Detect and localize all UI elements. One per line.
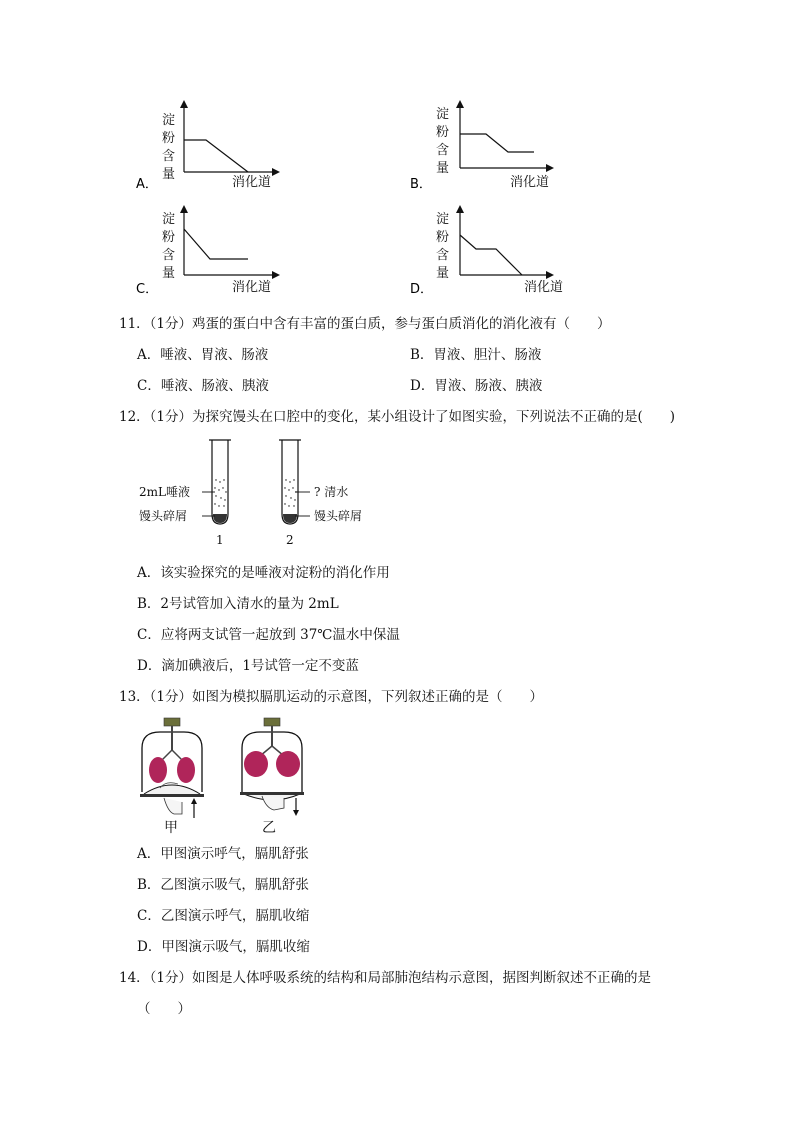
graph-a-ylabel-1: 淀 bbox=[162, 113, 176, 128]
graph-b-ylabel-1: 淀 bbox=[436, 107, 450, 122]
label-jia: 甲 bbox=[164, 820, 178, 836]
q13-diaphragm-figure bbox=[136, 714, 316, 836]
right-lung-right bbox=[276, 751, 300, 777]
bell-jar-left bbox=[140, 718, 204, 836]
graph-c-y-arrow bbox=[180, 205, 188, 213]
q13-option-d[interactable]: D．甲图演示吸气，膈肌收缩 bbox=[137, 939, 310, 955]
tube1-number: 1 bbox=[216, 533, 224, 547]
graph-c-letter: C． bbox=[136, 282, 159, 297]
graph-a-xlabel: 消化道 bbox=[232, 175, 272, 190]
tube1-bottom-label: 馒头碎屑 bbox=[139, 509, 188, 523]
label-yi: 乙 bbox=[262, 820, 276, 836]
q11-option-a[interactable]: A．唾液、胃液、肠液 bbox=[137, 347, 269, 363]
q12-test-tube-figure bbox=[136, 436, 396, 551]
q13-option-a[interactable]: A．甲图演示呼气，膈肌舒张 bbox=[137, 846, 309, 862]
q13-option-c[interactable]: C．乙图演示呼气，膈肌收缩 bbox=[137, 908, 310, 924]
graph-a-letter: A． bbox=[136, 177, 158, 192]
graph-c-ylabel-2: 粉 bbox=[162, 230, 176, 245]
graph-d bbox=[410, 203, 570, 297]
right-lung-left bbox=[244, 751, 268, 777]
tube2-number: 2 bbox=[286, 533, 294, 547]
graph-a-ylabel-3: 含 bbox=[162, 149, 176, 164]
graph-d-curve bbox=[460, 235, 522, 275]
q12-option-b[interactable]: B．2号试管加入清水的量为 2mL bbox=[137, 596, 339, 612]
graph-b-xlabel: 消化道 bbox=[510, 175, 550, 190]
graph-a bbox=[136, 98, 286, 192]
graph-c-xlabel: 消化道 bbox=[232, 280, 272, 295]
q12-option-c[interactable]: C．应将两支试管一起放到 37℃温水中保温 bbox=[137, 627, 400, 643]
graph-d-ylabel-2: 粉 bbox=[436, 230, 450, 245]
graph-c-x-arrow bbox=[272, 271, 280, 279]
graph-a-y-arrow bbox=[180, 100, 188, 108]
graph-b-ylabel-3: 含 bbox=[436, 143, 450, 158]
graph-d-xlabel: 消化道 bbox=[524, 280, 564, 295]
q12-option-d[interactable]: D．滴加碘液后，1号试管一定不变蓝 bbox=[137, 658, 359, 674]
q13-stem: 13．（1分）如图为模拟膈肌运动的示意图，下列叙述正确的是（ ） bbox=[119, 689, 544, 705]
graph-c-ylabel-4: 量 bbox=[162, 266, 176, 281]
q11-option-d[interactable]: D．胃液、肠液、胰液 bbox=[410, 378, 543, 394]
graph-d-ylabel-3: 含 bbox=[436, 248, 450, 263]
graph-b-y-arrow bbox=[456, 100, 464, 108]
tube2-top-label: ? 清水 bbox=[314, 485, 349, 499]
graph-b-ylabel-2: 粉 bbox=[436, 125, 450, 140]
q14-stem: 14．（1分）如图是人体呼吸系统的结构和局部肺泡结构示意图，据图判断叙述不正确的是 bbox=[119, 970, 652, 986]
graph-b-letter: B． bbox=[410, 177, 432, 192]
graph-b-curve bbox=[460, 134, 534, 152]
q12-stem: 12．（1分）为探究馒头在口腔中的变化，某小组设计了如图实验，下列说法不正确的是( ) bbox=[119, 409, 676, 425]
q11-stem: 11．（1分）鸡蛋的蛋白中含有丰富的蛋白质，参与蛋白质消化的消化液有（ ） bbox=[119, 316, 611, 332]
graph-d-ylabel-1: 淀 bbox=[436, 212, 450, 227]
tube1-top-label: 2mL唾液 bbox=[139, 485, 190, 499]
bell-jar-right bbox=[240, 718, 304, 836]
q13-option-b[interactable]: B．乙图演示吸气，膈肌舒张 bbox=[137, 877, 309, 893]
graph-b-ylabel-4: 量 bbox=[436, 161, 450, 176]
graph-d-y-arrow bbox=[456, 205, 464, 213]
graph-d-x-arrow bbox=[546, 271, 554, 279]
test-tube-1 bbox=[209, 440, 231, 524]
left-lung-right bbox=[177, 757, 195, 783]
q11-option-c[interactable]: C．唾液、肠液、胰液 bbox=[137, 378, 269, 394]
graph-d-ylabel-4: 量 bbox=[436, 266, 450, 281]
graph-a-x-arrow bbox=[272, 168, 280, 176]
left-lung-left bbox=[149, 757, 167, 783]
graph-b-x-arrow bbox=[546, 164, 554, 172]
graph-c-ylabel-1: 淀 bbox=[162, 212, 176, 227]
graph-c-ylabel-3: 含 bbox=[162, 248, 176, 263]
graph-b bbox=[410, 98, 560, 192]
graph-c bbox=[136, 203, 286, 297]
test-tube-2 bbox=[279, 440, 301, 524]
q12-option-a[interactable]: A．该实验探究的是唾液对淀粉的消化作用 bbox=[137, 565, 390, 581]
graph-a-curve bbox=[184, 140, 248, 172]
tube2-bottom-label: 馒头碎屑 bbox=[314, 509, 363, 523]
graph-a-ylabel-4: 量 bbox=[162, 167, 176, 182]
q11-option-b[interactable]: B．胃液、胆汁、肠液 bbox=[410, 347, 542, 363]
q14-stem-cont: （ ） bbox=[137, 1001, 191, 1017]
graph-d-letter: D． bbox=[410, 282, 434, 297]
graph-a-ylabel-2: 粉 bbox=[162, 131, 176, 146]
graph-c-curve bbox=[184, 229, 248, 259]
